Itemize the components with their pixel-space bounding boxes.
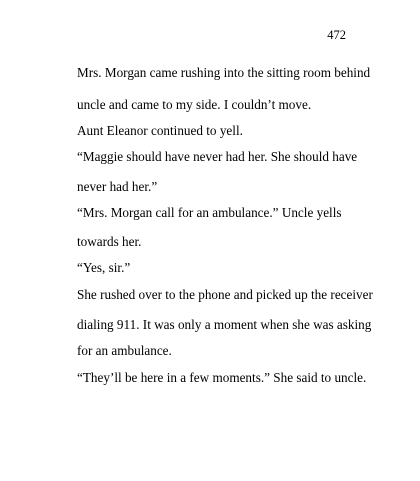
page-number: 472 <box>327 28 346 42</box>
text-line: “Maggie should have never had her. She should have <box>77 149 358 164</box>
text-line: She rushed over to the phone and picked up the receiver <box>77 287 373 302</box>
text-line: dialing 911. It was only a moment when she was asking <box>77 317 372 332</box>
text-line: for an ambulance. <box>77 343 172 358</box>
text-line: uncle and came to my side. I couldn’t move. <box>77 97 312 112</box>
text-line: never had her.” <box>77 179 158 194</box>
text-line: “Yes, sir.” <box>77 260 131 275</box>
text-line: Mrs. Morgan came rushing into the sitting room behind <box>77 65 371 80</box>
text-line: “Mrs. Morgan call for an ambulance.” Uncle yells <box>77 205 342 220</box>
text-line: “They’ll be here in a few moments.” She said to uncle. <box>77 370 367 385</box>
text-line: Aunt Eleanor continued to yell. <box>77 123 243 138</box>
text-line: towards her. <box>77 234 142 249</box>
